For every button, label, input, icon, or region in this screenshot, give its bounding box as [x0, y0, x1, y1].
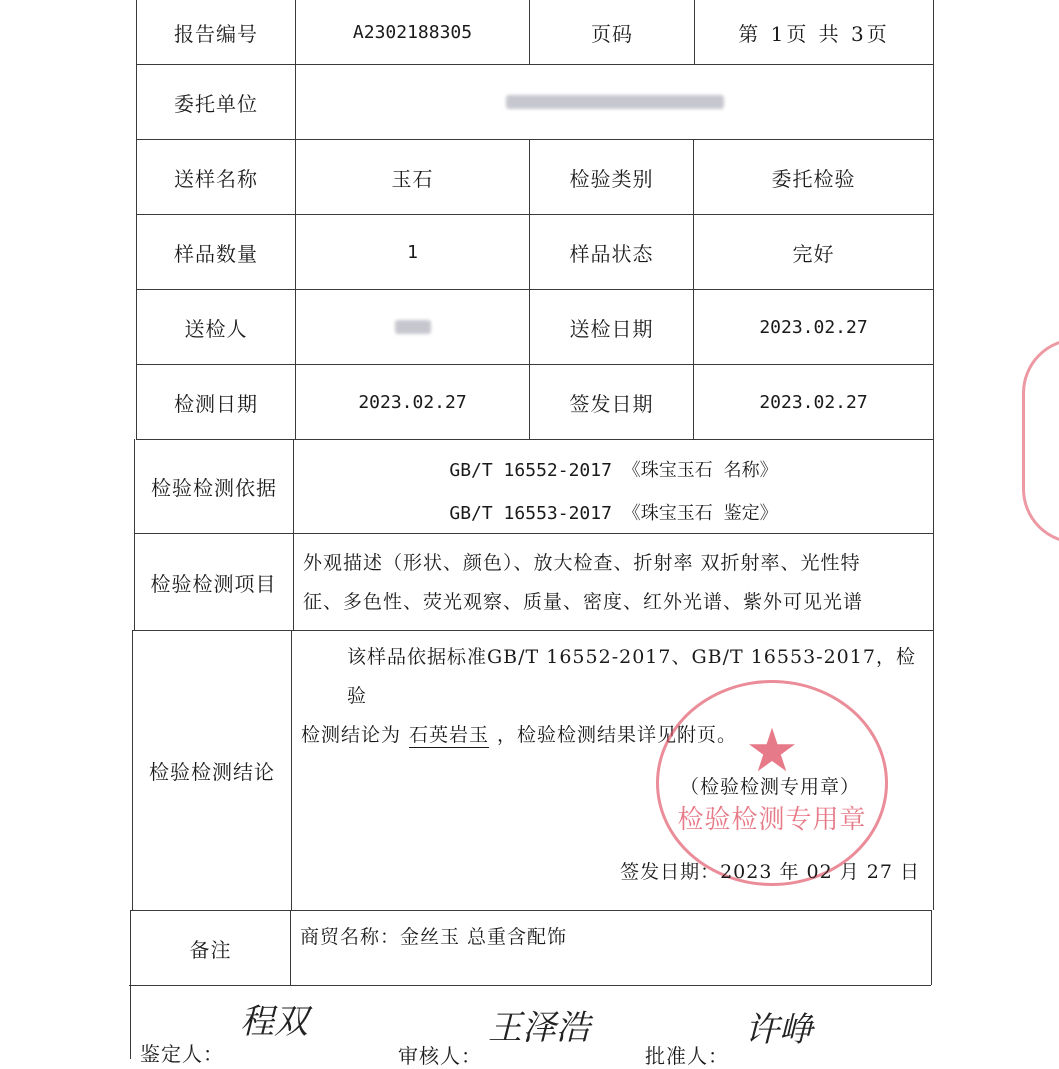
test-date-label: 检测日期 — [174, 391, 258, 416]
quantity-label: 样品数量 — [174, 241, 258, 266]
reviewer-signature: 王泽浩 — [488, 1008, 590, 1048]
issue-date-label: 签发日期 — [569, 391, 654, 416]
quantity-value: 1 — [407, 241, 418, 263]
client-value — [296, 65, 933, 139]
conclusion-prefix: 检测结论为 — [301, 724, 402, 746]
seal-text: 检验检测专用章 — [677, 805, 867, 835]
sample-name: 玉石 — [391, 166, 434, 191]
sample-name-label: 送样名称 — [174, 166, 258, 191]
submit-date-label: 送检日期 — [569, 316, 654, 341]
basis-label: 检验检测依据 — [151, 476, 277, 500]
basis-standard-2: GB/T 16553-2017 《珠宝玉石 鉴定》 — [449, 503, 778, 524]
report-number: A2302188305 — [352, 21, 473, 43]
page-label: 页码 — [591, 21, 633, 46]
appraiser-signature: 程双 — [240, 1002, 308, 1042]
reviewer-label: 审核人： — [398, 1044, 482, 1068]
conclusion-suffix: ，检验检测结果详见附页。 — [497, 724, 738, 746]
appraiser-label: 鉴定人： — [140, 1042, 224, 1066]
client-label: 委托单位 — [174, 91, 258, 116]
state-value: 完好 — [792, 241, 835, 266]
page-value: 第 1页 共 3页 — [738, 21, 890, 46]
conclusion-label: 检验检测结论 — [149, 760, 275, 784]
submit-date: 2023.02.27 — [759, 316, 868, 338]
approver-signature: 许峥 — [745, 1010, 813, 1050]
state-label: 样品状态 — [569, 241, 654, 266]
client-name-redacted — [506, 95, 724, 109]
remarks-label: 备注 — [189, 937, 232, 962]
seal-caption: （检验检测专用章） — [679, 775, 860, 798]
items-line-2: 征、多色性、荧光观察、质量、密度、红外光谱、紫外可见光谱 — [303, 591, 864, 613]
seal-star-icon: ★ — [745, 716, 799, 786]
submitter-label: 送检人 — [184, 316, 248, 341]
test-date: 2023.02.27 — [358, 391, 467, 413]
items-label: 检验检测项目 — [150, 571, 277, 596]
items-line-1: 外观描述（形状、颜色）、放大检查、折射率 双折射率、光性特 — [303, 552, 861, 574]
conclusion-line-1: 该样品依据标准GB/T 16552-2017、GB/T 16553-2017，检验 — [347, 646, 916, 707]
basis-standard-1: GB/T 16552-2017 《珠宝玉石 名称》 — [449, 460, 778, 481]
category-label: 检验类别 — [569, 166, 654, 191]
remarks-value: 商贸名称：金丝玉 总重含配饰 — [300, 926, 568, 948]
submitter-value — [296, 290, 529, 364]
issue-date: 2023.02.27 — [759, 391, 868, 413]
conclusion-result: 石英岩玉 — [409, 724, 490, 746]
approver-label: 批准人： — [645, 1044, 729, 1068]
category-value: 委托检验 — [771, 166, 856, 191]
edge-seal-fragment — [1022, 338, 1059, 544]
submitter-name-redacted — [395, 320, 431, 334]
items-text — [303, 544, 928, 622]
report-number-label: 报告编号 — [174, 21, 258, 46]
conclusion-issue-date: 签发日期：2023 年 02 月 27 日 — [620, 860, 920, 883]
